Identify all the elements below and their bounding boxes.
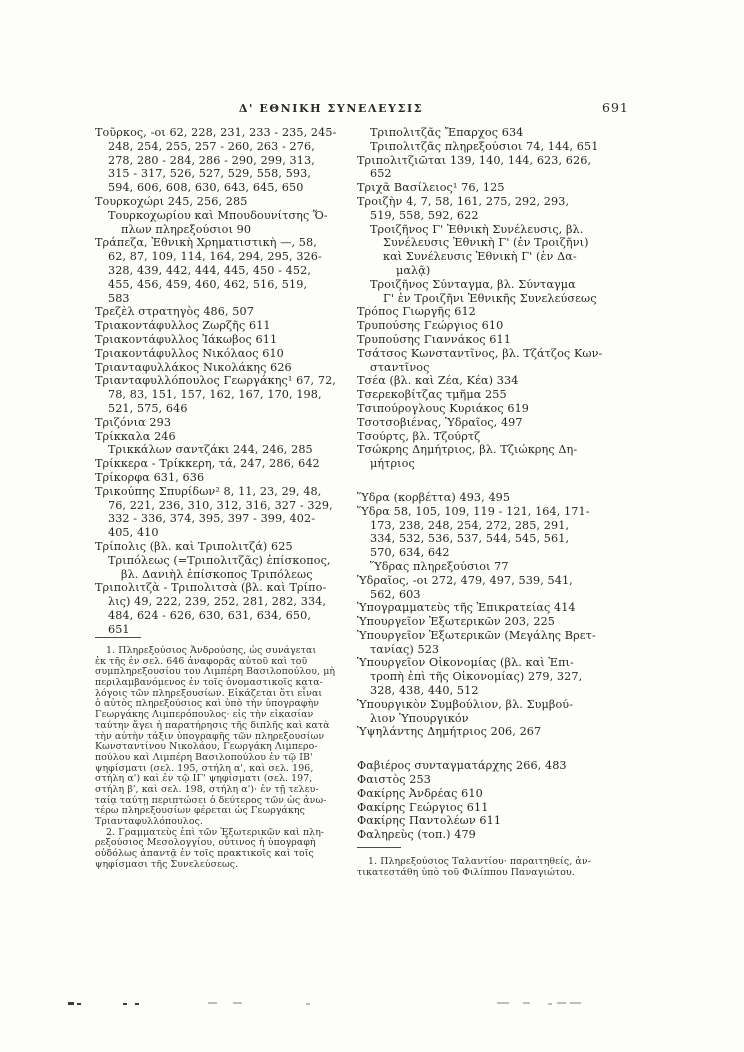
footnote-line: τὴν αὐτὴν τάξιν ὑπογραφῆς τῶν πληρεξουσίων — [95, 730, 325, 742]
index-line: Τρεζὲλ στρατηγὸς 486, 507 — [95, 305, 254, 319]
footnote-line: ταύτην ἄγει ἡ παρατήρησις τῆς διπλῆς καὶ κατὰ — [95, 719, 330, 731]
index-line: Τριακοντάφυλλος Ἰάκωβος 611 — [95, 332, 278, 346]
index-line: Τριπολιτζὰ - Τριπολιτσὰ (βλ. καὶ Τρίπο- — [95, 581, 327, 595]
index-line: Τσώκρης Δημήτριος, βλ. Τζιώκρης Δη- — [357, 443, 578, 457]
index-line: τανίας) 523 — [370, 642, 440, 656]
index-line: Ὑπουργικὸν Συμβούλιον, βλ. Συμβού- — [357, 697, 574, 711]
index-line: 652 — [370, 167, 392, 181]
index-line: Ὑψηλάντης Δημήτριος 206, 267 — [357, 725, 542, 739]
index-line: Τρίπολις (βλ. καὶ Τριπολιτζά) 625 — [95, 539, 293, 553]
scan-artifact-dash — [557, 1002, 566, 1004]
footnote-line: Γεωργάκης Λιμπερόπουλος· εἰς τὴν εἰκασίαν — [95, 709, 314, 721]
scan-artifact-dash — [123, 1003, 127, 1005]
index-line: 332 - 336, 374, 395, 397 - 399, 402- — [108, 512, 316, 526]
footnote-line: τικατεστάθη ὑπὸ τοῦ Φιλίππου Παναγιώτου. — [357, 866, 575, 878]
footnote-line: 2. Γραμματεὺς ἐπὶ τῶν Ἐξωτερικῶν καὶ πλη- — [106, 826, 325, 838]
footnote-line: ρεξούσιος Μεσολογγίου, οὗτινος ἡ ὑπογραφὴ — [95, 837, 316, 849]
index-line: Τρόπος Γιωργῆς 612 — [357, 305, 476, 319]
index-line: 562, 603 — [370, 587, 421, 601]
index-line: Τριπολιτζιῶται 139, 140, 144, 623, 626, — [357, 153, 592, 167]
running-title: Δ' ΕΘΝΙΚΗ ΣΥΝΕΛΕΥΣΙΣ — [238, 102, 424, 115]
index-line: Τριακοντάφυλλος Ζωρζῆς 611 — [95, 319, 271, 333]
index-line: 405, 410 — [108, 526, 159, 540]
index-line: 328, 439, 442, 444, 445, 450 - 452, — [108, 263, 311, 277]
index-line: Ὑπουργεῖον Οἰκονομίας (βλ. καὶ Ἐπι- — [357, 656, 574, 670]
index-line: Τρικούπης Σπυρίδων² 8, 11, 23, 29, 48, — [95, 484, 322, 498]
footnotes-right — [357, 857, 644, 878]
index-line: 78, 83, 151, 157, 162, 167, 170, 198, — [108, 388, 322, 402]
index-line: Τσοτσοβιένας, Ὑδραῖος, 497 — [357, 415, 523, 429]
footnote-line: Κωνσταντίνου Νικολάου, Γεωργάκη Λιμπερο- — [95, 741, 318, 753]
index-line: 484, 624 - 626, 630, 631, 634, 650, — [108, 608, 311, 622]
index-line: Τσούρτς, βλ. Τζούρτζ — [357, 429, 481, 443]
index-line: Τουρκοχώρι 245, 256, 285 — [95, 194, 248, 208]
index-line: Τρίκκαλα 246 — [95, 429, 176, 443]
index-line: Φακίρης Παντολέων 611 — [357, 814, 502, 828]
footnote-line: ὁ αὐτὸς πληρεξούσιος καὶ ὑπὸ τὴν ὑπογραφὴν — [95, 698, 320, 710]
scan-artifact-dash — [208, 1002, 217, 1004]
index-line: Τρυπούσης Γιαννάκος 611 — [357, 332, 511, 346]
footnote-line: συμπληρεξουσίου του Λιμπέρη Βασιλοπούλου, μὴ — [95, 666, 336, 678]
scan-artifact-dash — [523, 1002, 530, 1004]
index-line: πλων πληρεξούσιοι 90 — [121, 222, 252, 236]
scan-artifact-dash — [306, 1003, 310, 1005]
index-line: Τροιζὴν 4, 7, 58, 161, 275, 292, 293, — [357, 194, 570, 208]
index-line: Ὕδρα (κορβέττα) 493, 495 — [357, 490, 511, 504]
footnote-line: ψηφίσματι (σελ. 195, στήλη α', καὶ σελ. 196, — [95, 762, 314, 774]
index-line: Φαβιέρος συνταγματάρχης 266, 483 — [357, 759, 567, 773]
footnote-line: οὐδόλως ἀπαντᾷ ἐν τοῖς πρακτικοῖς καὶ τοῖς — [95, 848, 314, 860]
index-line: 334, 532, 536, 537, 544, 545, 561, — [370, 532, 570, 546]
index-line: 278, 280 - 284, 286 - 290, 299, 313, — [108, 153, 315, 167]
index-line: Τσάτσος Κωνσταντῖνος, βλ. Τζάτζος Κων- — [357, 346, 603, 360]
scan-artifact-dash — [68, 1002, 74, 1005]
index-line: Τριακοντάφυλλος Νικόλαος 610 — [95, 346, 284, 360]
index-line: Φαληρεὺς (τοπ.) 479 — [357, 828, 476, 842]
index-line: Τροιζῆνος Σύνταγμα, βλ. Σύνταγμα — [370, 277, 576, 291]
index-line: 76, 221, 236, 310, 312, 316, 327 - 329, — [108, 498, 333, 512]
footnote-line: ταίᾳ ταύτῃ περιπτώσει ὁ δεύτερος τῶν ὡς ἀνω- — [95, 794, 327, 806]
index-line: 455, 456, 459, 460, 462, 516, 519, — [108, 277, 308, 291]
index-line: 651 — [108, 622, 130, 636]
index-line: Τριανταφυλλόπουλος Γεωργάκης¹ 67, 72, — [95, 374, 336, 388]
footnote-line: πούλου καὶ Λιμπέρη Βασιλοπούλου ἐν τῷ ΙΒ' — [95, 751, 313, 763]
footnote-line: τέρω πληρεξουσίων φέρεται ὡς Γεωργάκης — [95, 805, 305, 817]
index-line: Συνέλευσις Ἐθνικὴ Γ' (ἐν Τροιζῆνι) — [383, 236, 589, 250]
index-line: τροπὴ ἐπὶ τῆς Οἰκονομίας) 279, 327, — [370, 670, 583, 684]
index-section — [357, 491, 644, 739]
index-line: Φαιστὸς 253 — [357, 773, 431, 787]
index-line: Τριπολιτζᾶς Ἔπαρχος 634 — [370, 126, 524, 139]
index-right-column — [357, 126, 644, 842]
index-line: Ὕδρας πληρεξούσιοι 77 — [370, 559, 509, 573]
index-line: Τρίκκερα - Τρίκκερη, τά, 247, 286, 642 — [95, 457, 320, 471]
index-line: 62, 87, 109, 114, 164, 294, 295, 326- — [108, 250, 322, 264]
footnote-line: περιλαμβανόμενος ἐν τοῖς ὀνομαστικοῖς κατα- — [95, 677, 323, 689]
index-line: Ὑπουργεῖον Ἐξωτερικῶν (Μεγάλης Βρετ- — [357, 628, 596, 642]
footnote-line: 1. Πληρεξούσιος Ταλαντίου· παραιτηθείς, ἀν- — [368, 856, 591, 867]
index-line: σταντῖνος — [370, 360, 430, 374]
index-line: Τσερεκοβίτζας τμῆμα 255 — [357, 388, 507, 402]
page-number: 691 — [602, 100, 629, 115]
scan-artifact-dash — [548, 1003, 552, 1005]
index-line: Τριζόνια 293 — [95, 415, 172, 429]
index-line: Ὑδραῖος, -οι 272, 479, 497, 539, 541, — [357, 573, 573, 587]
index-line: 248, 254, 255, 257 - 260, 263 - 276, — [108, 139, 315, 153]
index-line: βλ. Δανιὴλ ἐπίσκοπος Τριπόλεως — [121, 567, 313, 581]
index-line: Τριχᾶ Βασίλειος¹ 76, 125 — [357, 181, 505, 195]
index-line: καὶ Συνέλευσις Ἐθνικὴ Γ' (ἐν Δα- — [383, 250, 577, 264]
index-section — [357, 126, 644, 471]
footnote-line: Τριανταφυλλόπουλος. — [95, 816, 204, 827]
index-line: Τροιζῆνος Γ' Ἐθνικὴ Συνέλευσις, βλ. — [370, 222, 584, 236]
index-line: λιον Ὑπουργικόν — [370, 711, 469, 725]
index-line: Φακίρης Ἀνδρέας 610 — [357, 786, 483, 800]
index-line: 570, 634, 642 — [370, 546, 450, 560]
index-line: 173, 238, 248, 254, 272, 285, 291, — [370, 518, 570, 532]
index-section — [95, 126, 353, 636]
index-line: Τρυπούσης Γεώργιος 610 — [357, 319, 504, 333]
index-line: Τριπόλεως (=Τριπολιτζᾶς) ἐπίσκοπος, — [108, 553, 331, 567]
scan-artifact-dash — [570, 1002, 581, 1004]
index-line: μαλᾷ) — [396, 263, 431, 277]
scan-artifact-dash — [135, 1003, 139, 1005]
index-left-column — [95, 126, 353, 636]
index-line: Ὕδρα 58, 105, 109, 119 - 121, 164, 171- — [357, 504, 590, 518]
index-line: Γ' ἐν Τροιζῆνι Ἐθνικῆς Συνελεύσεως — [383, 291, 597, 305]
footnote-line: λόγοις τῶν πληρεξουσίων. Εἰκάζεται ὅτι εἶναι — [95, 687, 323, 699]
index-line: Φακίρης Γεώργιος 611 — [357, 800, 489, 814]
footnote-line: ψηφίσμασι τῆς Συνελεύσεως. — [95, 858, 239, 870]
footnote-separator-right — [357, 847, 401, 848]
footnote-line: στήλη β', καὶ σελ. 198, στήλη α')· ἐν τῇ τελευ- — [95, 783, 319, 795]
index-line: Τσιπούρογλους Κυριάκος 619 — [357, 401, 530, 415]
scan-artifact-dash — [77, 1003, 81, 1005]
index-line: λις) 49, 222, 239, 252, 281, 282, 334, — [108, 595, 327, 609]
scan-artifact-dash — [233, 1002, 242, 1004]
index-line: Τουρκοχωρίου καὶ Μπουδουνίτσης Ὅ- — [108, 208, 328, 222]
index-line: Τοῦρκος, -οι 62, 228, 231, 233 - 235, 245- — [95, 126, 337, 139]
index-line: Τρίκορφα 631, 636 — [95, 470, 205, 484]
footnote-line: στήλη α') καὶ ἐν τῷ ΙΓ' ψηφίσματι (σελ. 197, — [95, 773, 313, 785]
index-line: μήτριος — [370, 457, 415, 471]
footnote-separator-left — [95, 637, 141, 638]
index-line: Τρικκάλων σαντζάκι 244, 246, 285 — [108, 443, 313, 457]
index-section — [357, 759, 644, 842]
index-line: 519, 558, 592, 622 — [370, 208, 479, 222]
footnotes-left — [95, 646, 353, 870]
index-line: Ὑπογραμματεὺς τῆς Ἐπικρατείας 414 — [357, 601, 576, 615]
index-line: 328, 438, 440, 512 — [370, 684, 479, 698]
index-line: Ὑπουργεῖον Ἐξωτερικῶν 203, 225 — [357, 615, 556, 629]
index-line: 583 — [108, 291, 130, 305]
footnote-line: 1. Πληρεξούσιος Ἀνδρούσης, ὡς συνάγεται — [106, 645, 317, 656]
scan-artifact-dash — [497, 1002, 509, 1004]
index-line: 521, 575, 646 — [108, 401, 188, 415]
index-line: 315 - 317, 526, 527, 529, 558, 593, — [108, 167, 311, 181]
index-line: Τράπεζα, Ἐθνικὴ Χρηματιστικὴ —, 58, — [95, 236, 317, 250]
footnote-line: ἐκ τῆς ἐν σελ. 646 ἀναφορᾶς αὐτοῦ καὶ τοῦ — [95, 655, 308, 667]
index-line: Τσέα (βλ. καὶ Ζέα, Κέα) 334 — [357, 374, 519, 388]
index-line: Τριανταφυλλάκος Νικολάκης 626 — [95, 360, 292, 374]
index-line: Τριπολιτζᾶς πληρεξούσιοι 74, 144, 651 — [370, 139, 599, 153]
index-line: 594, 606, 608, 630, 643, 645, 650 — [108, 181, 304, 195]
